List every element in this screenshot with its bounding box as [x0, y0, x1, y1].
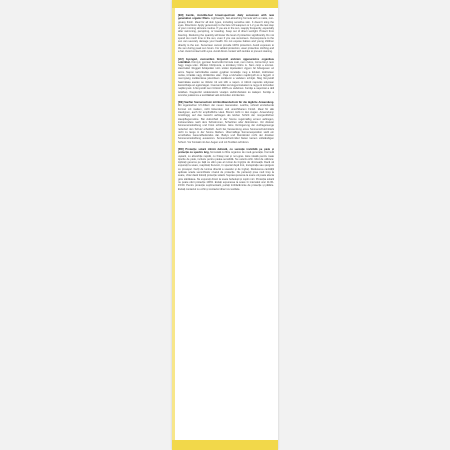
body-ro: formulată cu filtre organice de nouă generație. Formulă ușoară, cu absorbție rapidă, cu finisaj mat și non-gras. Este ideală pentru toate tipurile de piele, inclusiv pentru pielea sensibilă. Nu ustură ochii. Mod de utilizare: Aplicați generos pe față ca ultim pas al rutinei de îngrijire de dimineață. Dacă vă expuneți la soare, reaplicați frecvent, în special după înot, transpirație sau ștergere cu prosopul. Feriți de lumina directă a soarelui și de îngheț. Reducerea cantității aplicate scade semnificativ nivelul de protecție. Nu petreceți prea mult timp la soare, chiar dacă folosiți protecție solară. Supraexpunerea la soare vă poate afecta grav sănătatea. Nu expuneți direct la soare bebelușii și copiii mici. Protecția solară nu poate oferi protecție 100%. Evitați expunerea la soare în intervalul orar 11:00-15:00. Pentru protecție suplimentară, purtați îmbrăcăminte de protecție și pălărie. Evitați contactul cu ochii și contactul direct cu textilele. [178, 151, 274, 191]
lead-hu: [HU] Gyengéd, észrevétlen fényvédő arckrém újgenerációs organikus szűrőkkel. [178, 57, 274, 64]
lead-en: [EN] Gentle, invisible-feel broad-spectrum daily sunscreen with new generation organic filters. [178, 14, 274, 21]
ingredients-label [178, 14, 274, 436]
body-de: Mit organischen UV-Filtern der neuen Generation. Leichte, schnell einziehende Formel mit mattem, nicht fettendem und unsichtbarem Finish. Ideal für alle Hauttypen, auch für empfindliche Haut. Brennt nicht in den Augen. Anwendung: Großzügig auf das Gesicht auftragen als letzten Schritt der morgendlichen Hautpflegeroutine. Bei Aufenthalt in der Sonne regelmäßig erneut auftragen, insbesondere nach dem Schwimmen, Schwitzen oder Abtrocknen. Vor direkter Sonneneinstrahlung und Frost schützen. Eine Verringerung der Auftragsmenge reduziert den Schutz erheblich. Auch bei Verwendung eines Sonnenschutzmittels nicht zu lange in der Sonne bleiben. Übermäßige Sonnenexposition stellt ein ernsthaftes Gesundheitsrisiko dar. Babys und Kleinkinder nicht der direkten Sonneneinstrahlung aussetzen. Sonnenschutzmittel bieten keinen vollständigen Schutz. Vor Kontakt mit den Augen und mit Textilien schützen. [178, 104, 274, 144]
lead-de: [DE] Sanfter Sonnenschutz mit Breitbandschutz für die tägliche Anwendung. [178, 101, 274, 105]
text-block-hu [178, 58, 274, 98]
text-block-en [178, 14, 274, 54]
text-block-de [178, 101, 274, 144]
body-hu: Könnyű, gyorsan beszívódó formula matt, nem zsíros, zsíros fényt nem hagy maga után. Minden bőrtípusra, a érzékeny bőrre is. Nem csípi a szemet. Használat: Reggeli bőrápolási rutin utolsó lépéseként vigyen fel bőségesen az arcra. Napon tartózkodás esetén gyakran ismételje meg a felvitelt, különösen úszás, izzadás vagy törölközés után. Óvja a közvetlen napfénytől és a fagytól. A mennyiség csökkentése jelentősen csökkenti a védelem szintjét. Még fényvédő használata esetén se töltsön túl sok időt a napon. A túlzott napozás súlyosan károsíthatja az egészséget. Csecsemőket és kisgyermekeket ne tegye ki közvetlen napfénynek. A fényvédő nem biztosít 100%-os védelmet. Kerülje a napozást a déli órákban. Kiegészítő védelemként viseljen védőruházatot és kalapot. Kerülje a szembe jutását és a textíliákkal való közvetlen érintkezést. [178, 60, 274, 97]
side-color-strip [172, 8, 175, 440]
text-block-ro [178, 148, 274, 191]
body-en: Lightweight, fast-absorbing formula with a matte, non-greasy finish. Ideal for all skin types, including sensitive skin. It doesn't sting the eyes. Directions: Apply generously to the face 1/4 teaspoon or 1.2 g as the last step of your morning skincare routine. If you are in the sun, reapply frequently, especially after swimming, perspiring, or toweling. Keep out of direct sunlight. Protect from freezing. Reducing the quantity will lower the level of protection significantly. Do not spend too much time in the sun, even if you use sunscreen. Overexposure to the sun can severely damage your health. Do not expose babies and young children directly to the sun. Sunscreen cannot provide 100% protection. Avoid exposure to the sun during peak sun hours. For added protection, wear protective clothing and a hat. Avoid contact with eyes. Avoid direct contact with textiles to prevent staining. [178, 17, 274, 54]
product-package [172, 0, 278, 450]
bottom-cap-band [172, 440, 278, 450]
top-cap-band [172, 0, 278, 8]
lead-ro: [RO] Protecție solară zilnică delicată, cu senzație invizibilă pe piele și protecție cu spectru larg, [178, 147, 274, 155]
